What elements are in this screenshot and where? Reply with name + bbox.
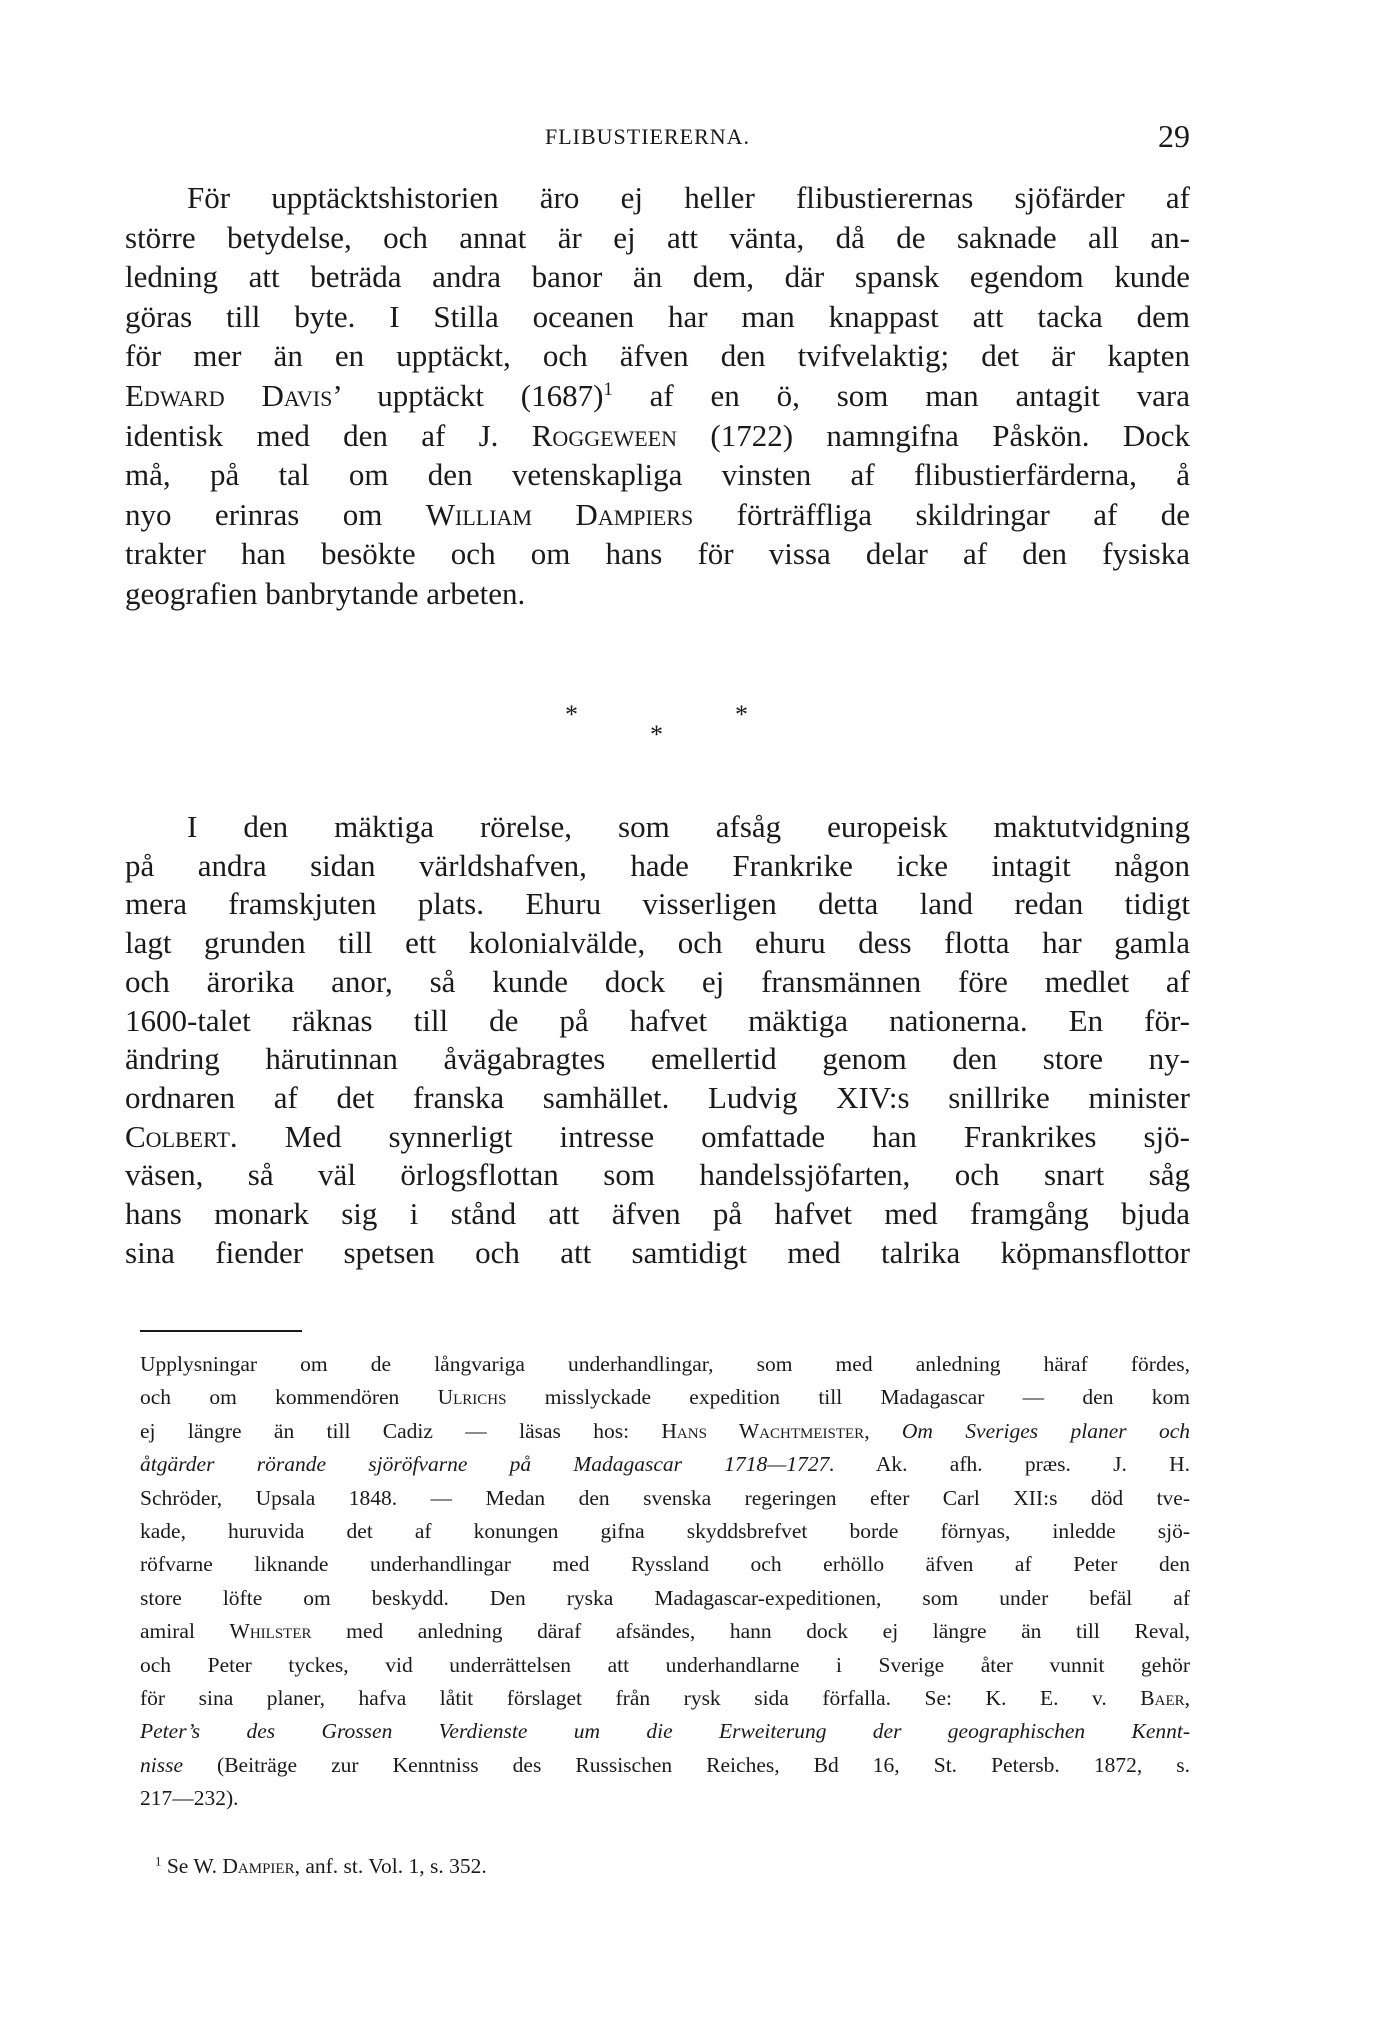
text-run: (1722) namngifna Påskön. Dock — [677, 417, 1190, 453]
text-line — [125, 416, 1190, 456]
book-title: Peter’s des Grossen Verdienste um die Erweiterung der geographischen Kennt- — [140, 1719, 1190, 1744]
text-line: ordnaren af det franska samhället. Ludvig XIV:s snillrike minister — [125, 1079, 1190, 1115]
person-name: Colbert — [125, 1118, 230, 1154]
person-name: Whilster — [229, 1619, 312, 1644]
text-run: Se W. — [161, 1854, 223, 1878]
footnote-1 — [140, 1348, 1190, 1816]
text-run: med anledning däraf afsändes, hann dock ej längre än till Reval, — [311, 1619, 1190, 1644]
text-run: och om kommendören — [140, 1385, 438, 1410]
text-line: sina fiender spetsen och att samtidigt med talrika köpmansflottor — [125, 1234, 1190, 1270]
section-separator — [0, 700, 1400, 749]
text-run: förträffliga skildringar af de — [693, 496, 1190, 532]
text-run: . Med synnerligt intresse omfattade han Frankrikes sjö- — [229, 1118, 1190, 1154]
paragraph-1 — [125, 178, 1190, 614]
person-name: Baer — [1140, 1686, 1185, 1711]
footnote-line — [140, 1415, 1190, 1448]
book-title: Om Sveriges planer och — [901, 1418, 1190, 1443]
text-line: må, på tal om den vetenskapliga vinsten af flibustierfärderna, å — [125, 457, 1190, 493]
text-run: Ak. afh. præs. J. H. — [834, 1452, 1190, 1477]
text-line: väsen, så väl örlogsflottan som handelssjöfarten, och snart såg — [125, 1157, 1190, 1193]
text-line: trakter han besökte och om hans för vissa delar af den fysiska — [125, 536, 1190, 572]
person-name: Hans Wachtmeister — [661, 1418, 865, 1443]
text-line: göras till byte. I Stilla oceanen har man knappast att tacka dem — [125, 298, 1190, 334]
text-line: på andra sidan världshafven, hade Frankrike icke intagit någon — [125, 847, 1190, 883]
person-name: Ulrichs — [437, 1385, 507, 1410]
book-title: nisse — [140, 1752, 183, 1777]
person-name: William Dampiers — [425, 496, 694, 532]
footnote-line: Upplysningar om de långvariga underhandlingar, som med anledning häraf fördes, — [140, 1352, 1190, 1376]
text-line: För upptäcktshistorien äro ej heller flibustierernas sjöfärder af — [187, 180, 1190, 215]
asterisk: * — [650, 720, 663, 749]
text-line — [125, 376, 1190, 416]
text-line: hans monark sig i stånd att äfven på hafvet med framgång bjuda — [125, 1196, 1190, 1232]
paragraph-2 — [125, 808, 1190, 1272]
person-name: Edward Davis — [125, 377, 333, 413]
text-run: nyo erinras om — [125, 496, 426, 532]
footnote-line: 217—232). — [140, 1786, 239, 1811]
asterisk: * — [565, 700, 578, 729]
text-run: , — [864, 1418, 902, 1443]
footnote-marker: 1 — [155, 1854, 162, 1869]
footnote-line: och Peter tyckes, vid underrättelsen att underhandlarne i Sverige åter vunnit gehör — [140, 1652, 1190, 1677]
running-head: FLIBUSTIERERNA. — [545, 124, 751, 149]
text-line: ledning att beträda andra banor än dem, där spansk egendom kunde — [125, 259, 1190, 295]
text-run: , anf. st. Vol. 1, s. 352. — [294, 1854, 487, 1878]
footnote-line — [140, 1381, 1190, 1414]
text-line: och ärorika anor, så kunde dock ej fransmännen före medlet af — [125, 963, 1190, 999]
footnote-line: röfvarne liknande underhandlingar med Ryssland och erhöllo äfven af Peter den — [140, 1552, 1190, 1577]
text-line: mera framskjuten plats. Ehuru visserligen detta land redan tidigt — [125, 886, 1190, 922]
page-number: 29 — [1158, 118, 1190, 154]
text-line: större betydelse, och annat är ej att vänta, då de saknade all an- — [125, 219, 1190, 255]
text-line — [125, 1118, 1190, 1157]
footnote-line: kade, huruvida det af konungen gifna skyddsbrefvet borde förnyas, inledde sjö- — [140, 1519, 1190, 1544]
person-name: Roggeween — [531, 417, 678, 453]
text-run: identisk med den af J. — [125, 417, 532, 453]
text-run: af en ö, som man antagit vara — [612, 377, 1190, 413]
footnote-line — [140, 1749, 1190, 1782]
text-run: (Beiträge zur Kenntniss des Russischen Reiches, Bd 16, St. Petersb. 1872, s. — [183, 1752, 1190, 1777]
footnote-line: Schröder, Upsala 1848. — Medan den svenska regeringen efter Carl XII:s död tve- — [140, 1485, 1190, 1510]
footnote-line — [140, 1682, 1190, 1715]
footnote-ref: 1 — [603, 378, 613, 400]
text-line: ändring härutinnan åvägabragtes emellertid genom den store ny- — [125, 1041, 1190, 1077]
text-line: I den mäktiga rörelse, som afsåg europeisk maktutvidgning — [187, 809, 1190, 844]
text-line — [125, 495, 1190, 535]
asterisk: * — [735, 700, 748, 729]
page-header — [125, 118, 1190, 158]
text-run: ’ upptäckt (1687) — [332, 377, 604, 413]
text-line: 1600-talet räknas till de på hafvet mäktiga nationerna. En för- — [125, 1002, 1190, 1038]
text-run: amiral — [140, 1619, 230, 1644]
text-run: för sina planer, hafva låtit förslaget från rysk sida förfalla. Se: K. E. v. — [140, 1686, 1141, 1711]
footnote-rule — [140, 1330, 302, 1332]
footnote-line — [140, 1850, 1190, 1883]
footnote-line: store löfte om beskydd. Den ryska Madagascar-expeditionen, som under befäl af — [140, 1585, 1190, 1610]
footnote-line — [140, 1615, 1190, 1648]
text-run: , — [1184, 1686, 1190, 1711]
text-run: misslyckade expedition till Madagascar — den kom — [506, 1385, 1190, 1410]
text-line: lagt grunden till ett kolonialvälde, och ehuru dess flotta har gamla — [125, 925, 1190, 961]
person-name: Dampier — [222, 1854, 295, 1878]
text-run: ej längre än till Cadiz — läsas hos: — [140, 1418, 662, 1443]
text-line: för mer än en upptäckt, och äfven den tvifvelaktig; det är kapten — [125, 338, 1190, 374]
footnote-2 — [140, 1850, 1190, 1883]
footnote-line — [140, 1715, 1190, 1748]
footnote-line — [140, 1448, 1190, 1481]
text-line: geografien banbrytande arbeten. — [125, 575, 526, 611]
book-title: åtgärder rörande sjöröfvarne på Madagascar 1718—1727. — [140, 1452, 835, 1477]
